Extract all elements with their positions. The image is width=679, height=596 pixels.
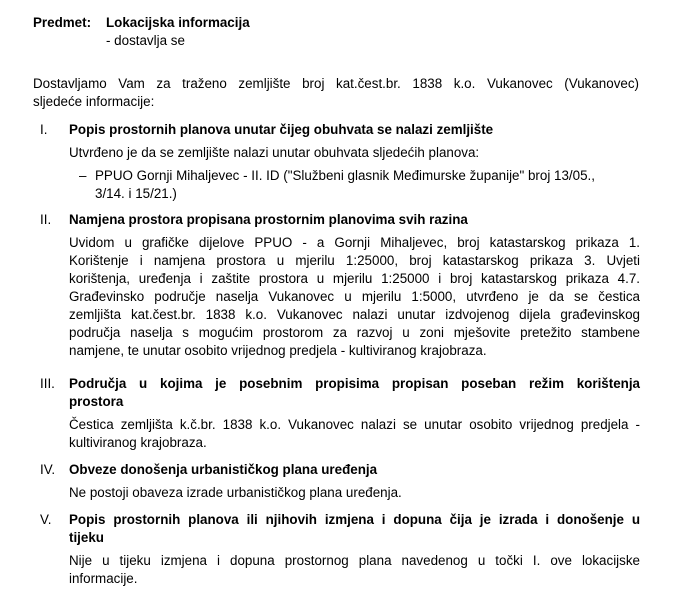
heading-line: tijeku	[69, 530, 104, 545]
body-line: Građevinsko područje naselja Vukanovec u mjerilu 1:5000, utvrđeno je da se čestica	[69, 289, 640, 304]
section-heading: Popis prostornih planova unutar čijeg obuhvata se nalazi zemljište	[69, 122, 494, 137]
section-4	[40, 461, 640, 502]
intro-line-2: sljedeće informacije:	[33, 94, 155, 109]
subject-title: Lokacijska informacija	[106, 15, 250, 30]
heading-line: Područja u kojima je posebnim propisima propisan poseban režim korištenja	[69, 376, 640, 391]
body-line: Nije u tijeku izmjena i dopuna prostornog plana navedenog u točki I. ove lokacijske	[69, 553, 640, 568]
body-line: namjene, te unutar osobito vrijednog predjela - kultiviranog krajobraza.	[69, 343, 487, 358]
body-line: zemljišta kat.čest.br. 1838 k.o. Vukanovec nalazi unutar izdvojenog dijela građevinskog	[69, 307, 640, 322]
section-number: III.	[40, 376, 55, 391]
subject-subtitle: - dostavlja se	[106, 33, 185, 48]
section-body	[69, 416, 640, 452]
section-heading: Obveze donošenja urbanističkog plana uređenja	[69, 462, 378, 477]
body-line: Čestica zemljišta k.č.br. 1838 k.o. Vukanovec nalazi se unutar osobito vrijednog predjela -	[69, 417, 640, 432]
section-2	[40, 211, 640, 360]
section-number: V.	[40, 512, 52, 527]
section-3	[40, 375, 640, 452]
body-line: Uvidom u grafičke dijelove PPUO - a Gornji Mihaljevec, broj katastarskog prikaza 1.	[69, 235, 640, 250]
section-heading: Namjena prostora propisana prostornim planovima svih razina	[69, 212, 468, 227]
section-body: Utvrđeno je da se zemljište nalazi unutar obuhvata sljedećih planova:	[69, 145, 480, 160]
section-1	[40, 121, 640, 203]
subject-label: Predmet:	[33, 15, 92, 30]
body-line: područja naselja s mogućim prostorom za razvoj u zoni mješovite pretežito stambene	[69, 325, 640, 340]
heading-line: prostora	[69, 394, 124, 409]
section-body	[69, 552, 640, 588]
body-line: informacije.	[69, 571, 138, 586]
section-body: Ne postoji obaveza izrade urbanističkog plana uređenja.	[69, 485, 402, 500]
body-line: Korištenje i namjena prostora u mjerilu 1:25000, broj katastarskog prikaza 3. Uvjeti	[69, 253, 640, 268]
intro-paragraph	[33, 75, 639, 111]
section-number: I.	[40, 122, 48, 137]
section-number: II.	[40, 212, 52, 227]
section-heading	[69, 375, 640, 411]
section-heading	[69, 511, 640, 547]
body-line: korištenja, uređenja i zaštite prostora u mjerilu 1:25000 i broj katastarskog prikaza 4.7.	[69, 271, 640, 286]
plan-item-line-2: 3/14. i 15/21.)	[95, 186, 177, 201]
body-line: kultiviranog krajobraza.	[69, 435, 207, 450]
subject-block	[33, 14, 250, 50]
plan-item-line-1: PPUO Gornji Mihaljevec - II. ID ("Službeni glasnik Međimurske županije" broj 13/05.,	[95, 168, 595, 183]
heading-line: Popis prostornih planova ili njihovih izmjena i dopuna čija je izrada i donošenje u	[69, 512, 640, 527]
section-body	[69, 234, 640, 360]
intro-line-1: Dostavljamo Vam za traženo zemljište broj kat.čest.br. 1838 k.o. Vukanovec (Vukanovec)	[33, 76, 639, 91]
section-number: IV.	[40, 462, 56, 477]
section-5	[40, 511, 640, 588]
plan-list-item: – PPUO Gornji Mihaljevec - II. ID ("Službeni glasnik Međimurske županije" broj 13/05., 3/14. i 15/21.)	[79, 168, 595, 201]
